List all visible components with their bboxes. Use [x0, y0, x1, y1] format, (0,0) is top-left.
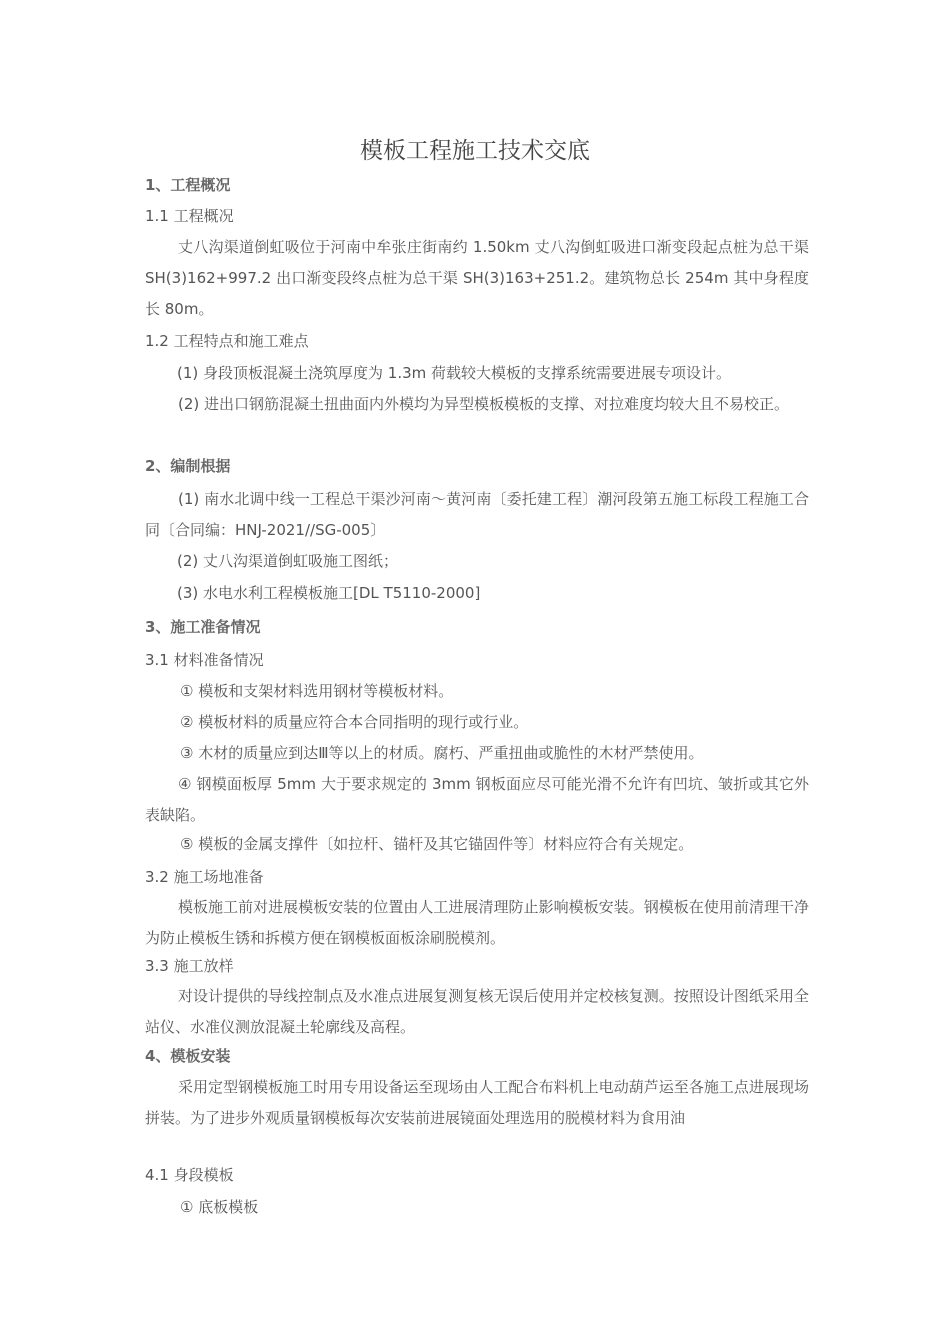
- section-3-2-heading: 3.2 施工场地准备: [145, 868, 264, 886]
- document-title: 模板工程施工技术交底: [360, 138, 590, 164]
- section-4-1-item-1: ① 底板模板: [180, 1198, 259, 1216]
- section-1-2-item-1: (1) 身段顶板混凝土浇筑厚度为 1.3m 荷载较大模板的支撑系统需要进展专项设计。: [177, 364, 732, 382]
- section-1-1-paragraph: 丈八沟渠道倒虹吸位于河南中牟张庄街南约 1.50km 丈八沟倒虹吸进口渐变段起点桩为总干渠 SH(3)162+997.2 出口渐变段终点桩为总干渠 SH(3)163+251.2。建筑物总长 254m 其中身程度长 80m。: [145, 238, 809, 318]
- section-3-1-item-1: ① 模板和支架材料选用钢材等模板材料。: [180, 682, 454, 700]
- section-3-1-item-5: ⑤ 模板的金属支撑件〔如拉杆、锚杆及其它锚固件等〕材料应符合有关规定。: [180, 835, 694, 853]
- section-3-1-heading: 3.1 材料准备情况: [145, 651, 264, 669]
- section-3-1-item-3: ③ 木材的质量应到达Ⅲ等以上的材质。腐朽、严重扭曲或脆性的木材严禁使用。: [180, 744, 704, 762]
- section-1-heading: 1、工程概况: [145, 176, 231, 194]
- section-2-item-1: (1) 南水北调中线一工程总干渠沙河南～黄河南〔委托建工程〕潮河段第五施工标段工程施工合同〔合同编：HNJ-2021//SG-005〕: [145, 490, 809, 539]
- section-4-heading: 4、模板安装: [145, 1047, 231, 1065]
- section-3-1-item-4: ④ 钢模面板厚 5mm 大于要求规定的 3mm 钢板面应尽可能光滑不允许有凹坑、皱折或其它外表缺陷。: [145, 775, 809, 824]
- section-3-3-paragraph: 对设计提供的导线控制点及水准点进展复测复核无误后使用并定校核复测。按照设计图纸采用全站仪、水准仪测放混凝土轮廓线及高程。: [145, 987, 809, 1036]
- section-1-2-heading: 1.2 工程特点和施工难点: [145, 332, 309, 350]
- section-3-3-heading: 3.3 施工放样: [145, 957, 234, 975]
- section-1-1-heading: 1.1 工程概况: [145, 207, 234, 225]
- section-4-paragraph: 采用定型钢模板施工时用专用设备运至现场由人工配合布料机上电动葫芦运至各施工点进展现场拼装。为了进步外观质量钢模板每次安装前进展镜面处理选用的脱模材料为食用油: [145, 1078, 809, 1127]
- section-3-heading: 3、施工准备情况: [145, 618, 261, 636]
- section-2-item-3: (3) 水电水利工程模板施工[DL T5110-2000]: [177, 584, 481, 602]
- section-3-1-item-2: ② 模板材料的质量应符合本合同指明的现行或行业。: [180, 713, 529, 731]
- section-1-2-item-2: (2) 进出口钢筋混凝土扭曲面内外模均为异型模板模板的支撑、对拉难度均较大且不易校正。: [178, 395, 790, 413]
- section-3-2-paragraph: 模板施工前对进展模板安装的位置由人工进展清理防止影响模板安装。钢模板在使用前清理干净为防止模板生锈和拆模方便在钢模板面板涂刷脱模剂。: [145, 898, 809, 947]
- section-2-heading: 2、编制根据: [145, 457, 231, 475]
- section-2-item-2: (2) 丈八沟渠道倒虹吸施工图纸；: [177, 552, 399, 570]
- section-4-1-heading: 4.1 身段模板: [145, 1166, 234, 1184]
